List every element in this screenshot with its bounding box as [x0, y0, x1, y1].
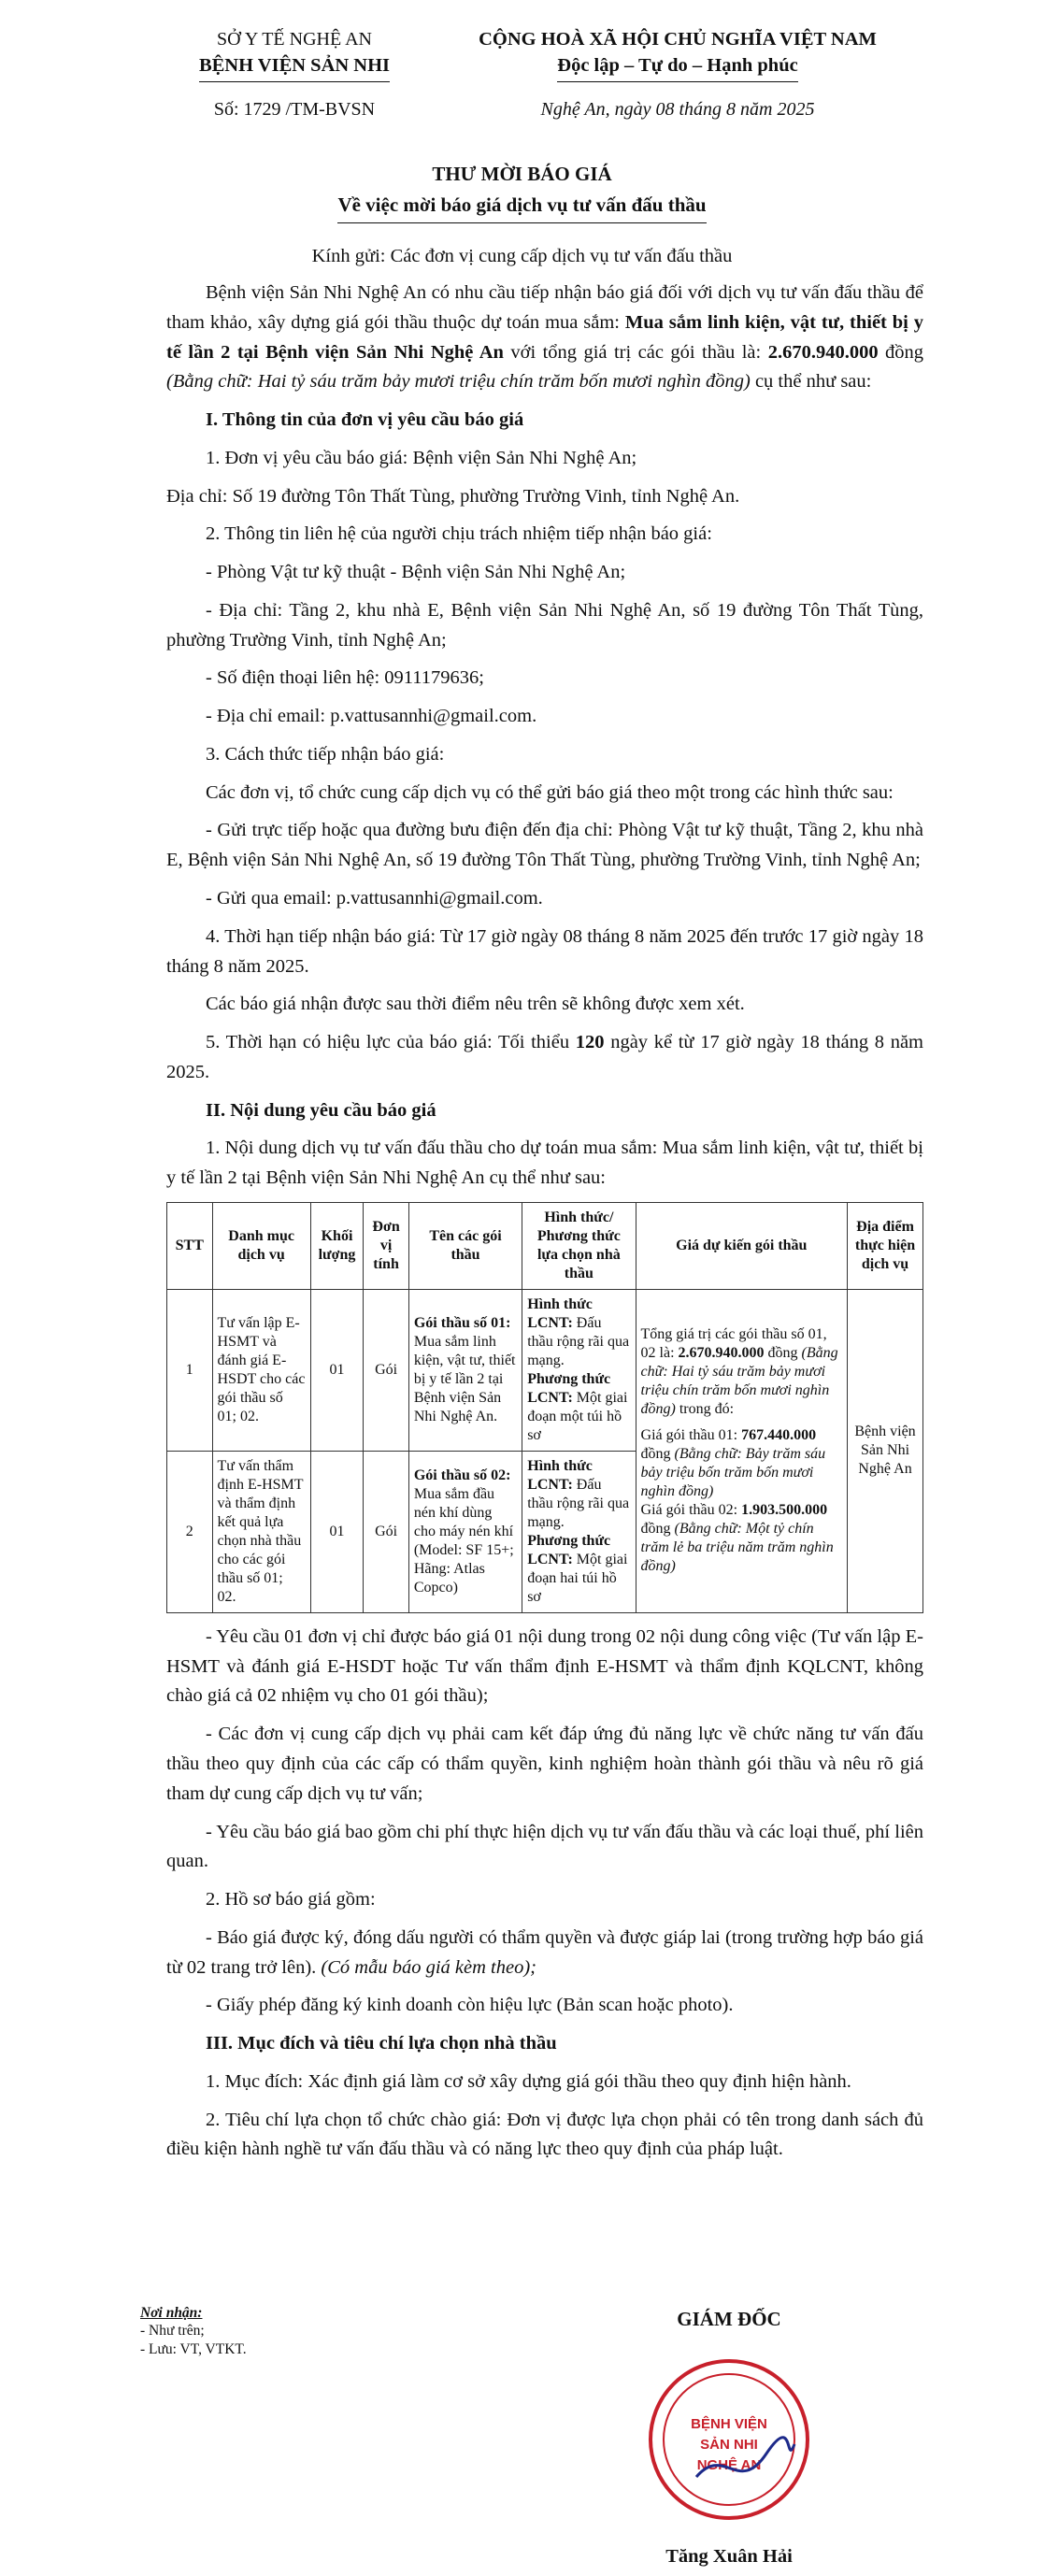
table-header-row: [167, 1202, 923, 1289]
bid-table: [166, 1202, 923, 1613]
document-date: Nghệ An, ngày 08 tháng 8 năm 2025: [540, 99, 815, 120]
contact-address: - Địa chỉ: Tầng 2, khu nhà E, Bệnh viện Sản Nhi Nghệ An, số 19 đường Tôn Thất Tùng, phường Trường Vinh, tỉnh Nghệ An;: [166, 599, 923, 651]
purpose-line: 1. Mục đích: Xác định giá làm cơ sở xây dựng giá gói thầu theo quy định hiện hành.: [206, 2070, 851, 2092]
requirement-costs: - Yêu cầu báo giá bao gồm chi phí thực hiện dịch vụ tư vấn đấu thầu và các loại thuế, phí liên quan.: [166, 1821, 923, 1872]
intro-paragraph: Bệnh viện Sản Nhi Nghệ An có nhu cầu tiếp nhận báo giá đối với dịch vụ tư vấn đấu thầu để tham khảo, xây dựng giá gói thầu thuộc dự toán mua sắm: Mua sắm linh kiện, vật tư, thiết bị y tế lần 2 tại Bệnh viện Sản Nhi Nghệ An với tổng giá trị các gói thầu là: 2.670.940.000 đồng (Bằng chữ: Hai tỷ sáu trăm bảy mươi triệu chín trăm bốn mươi nghìn đồng) cụ thể như sau:: [166, 282, 924, 393]
title-block: [0, 159, 1044, 272]
document-number: Số: 1729 /TM-BVSN: [213, 99, 376, 120]
dossier-business-license: - Giấy phép đăng ký kinh doanh còn hiệu lực (Bản scan hoặc photo).: [206, 1995, 734, 2016]
signature-block: [140, 2304, 907, 2567]
col-stt: STT: [167, 1202, 213, 1289]
col-service: Danh mục dịch vụ: [212, 1202, 310, 1289]
contact-department: - Phòng Vật tư kỹ thuật - Bệnh viện Sản Nhi Nghệ An;: [206, 562, 626, 583]
col-location: Địa điểm thực hiện dịch vụ: [848, 1202, 923, 1289]
table-row: 1 Tư vấn lập E-HSMT và đánh giá E-HSDT cho các gói thầu số 01; 02. 01 Gói Gói thầu số 01: Mua sắm linh kiện, vật tư, thiết bị y tế lần 2 tại Bệnh viện Sản Nhi Nghệ An. Hình thức LCNT: Đấu thầu rộng rãi qua mạng. Phương thức LCNT: Một giai đoạn một túi hồ sơ Tổng giá trị các gói thầu số 01, 02 là: 2.670.940.000 đồng (Bằng chữ: Hai tỷ sáu trăm bảy mươi triệu chín trăm bốn mươi nghìn đồng) trong đó: Giá gói thầu 01: 767.440.000 đồng (Bằng chữ: Bảy trăm sáu bảy triệu bốn trăm bốn mươi nghìn đồng) Giá gói thầu 02: 1.903.500.000 đồng (Bằng chữ: Một tỷ chín trăm lẻ ba triệu năm trăm nghìn đồng) Bệnh viện Sản Nhi Nghệ An: [167, 1289, 923, 1451]
section-3-heading: III. Mục đích và tiêu chí lựa chọn nhà thầu: [206, 2033, 557, 2054]
location-cell: Bệnh viện Sản Nhi Nghệ An: [848, 1289, 923, 1612]
signer-name: Tăng Xuân Hải: [665, 2546, 793, 2567]
svg-text:SẢN NHI: SẢN NHI: [700, 2437, 758, 2453]
contact-heading: 2. Thông tin liên hệ của người chịu trách nhiệm tiếp nhận báo giá:: [206, 523, 712, 545]
col-package: Tên các gói thầu: [408, 1202, 522, 1289]
issuer-header: [140, 26, 449, 124]
contact-email[interactable]: - Địa chỉ email: p.vattusannhi@gmail.com.: [206, 706, 537, 727]
document-title: THƯ MỜI BÁO GIÁ: [432, 163, 612, 185]
submission-method-intro: Các đơn vị, tổ chức cung cấp dịch vụ có thể gửi báo giá theo một trong các hình thức sau:: [206, 781, 894, 803]
requester-line: 1. Đơn vị yêu cầu báo giá: Bệnh viện Sản Nhi Nghệ An;: [206, 447, 637, 468]
submission-deadline: 4. Thời hạn tiếp nhận báo giá: Từ 17 giờ ngày 08 tháng 8 năm 2025 đến trước 17 giờ ngày 18 tháng 8 năm 2025.: [166, 925, 923, 977]
submission-email[interactable]: - Gửi qua email: p.vattusannhi@gmail.com.: [206, 888, 543, 909]
signer-position: GIÁM ĐỐC: [677, 2308, 781, 2330]
col-quantity: Khối lượng: [310, 1202, 364, 1289]
requirement-commitment: - Các đơn vị cung cấp dịch vụ phải cam kết đáp ứng đủ năng lực về chức năng tư vấn đấu thầu theo quy định của các cấp có thẩm quyền, kinh nghiệm hoàn thành gói thầu và nêu rõ giá tham dự cung cấp dịch vụ tư vấn;: [166, 1724, 923, 1804]
hospital-name: BỆNH VIỆN SẢN NHI: [199, 52, 390, 82]
recipients-heading: Nơi nhận:: [140, 2305, 203, 2321]
svg-text:BỆNH VIỆN: BỆNH VIỆN: [691, 2416, 767, 2432]
letter-body: [166, 279, 923, 2173]
criteria-line: 2. Tiêu chí lựa chọn tổ chức chào giá: Đơn vị được lựa chọn phải có tên trong danh sách đủ điều kiện hành nghề tư vấn đấu thầu và có năng lực theo quy định của pháp luật.: [166, 2109, 923, 2160]
requester-address: Địa chỉ: Số 19 đường Tôn Thất Tùng, phường Trường Vinh, tỉnh Nghệ An.: [166, 485, 740, 507]
recipient-item: - Như trên;: [140, 2323, 205, 2340]
col-method: Hình thức/ Phương thức lựa chọn nhà thầu: [522, 1202, 636, 1289]
svg-text:NGHỆ AN: NGHỆ AN: [696, 2457, 762, 2473]
price-cell: Tổng giá trị các gói thầu số 01, 02 là: 2.670.940.000 đồng (Bằng chữ: Hai tỷ sáu trăm bảy mươi triệu chín trăm bốn mươi nghìn đồng) trong đó: Giá gói thầu 01: 767.440.000 đồng (Bằng chữ: Bảy trăm sáu bảy triệu bốn trăm bốn mươi nghìn đồng) Giá gói thầu 02: 1.903.500.000 đồng (Bằng chữ: Một tỷ chín trăm lẻ ba triệu năm trăm nghìn đồng): [636, 1289, 848, 1612]
official-seal-icon: [645, 2355, 813, 2524]
dossier-heading: 2. Hồ sơ báo giá gồm:: [206, 1889, 376, 1911]
col-unit: Đơn vị tính: [364, 1202, 409, 1289]
section-1-heading: I. Thông tin của đơn vị yêu cầu báo giá: [206, 409, 524, 431]
validity-period: 5. Thời hạn có hiệu lực của báo giá: Tối thiểu 120 ngày kể từ 17 giờ ngày 18 tháng 8 năm 2025.: [166, 1032, 923, 1082]
national-title: CỘNG HOÀ XÃ HỘI CHỦ NGHĨA VIỆT NAM: [479, 29, 877, 50]
section-2-heading: II. Nội dung yêu cầu báo giá: [206, 1099, 436, 1121]
dossier-signed-quote: - Báo giá được ký, đóng dấu người có thẩm quyền và được giáp lai (trong trường hợp báo giá từ 02 trang trở lên). (Có mẫu báo giá kèm theo);: [166, 1926, 923, 1978]
salutation: Kính gửi: Các đơn vị cung cấp dịch vụ tư vấn đấu thầu: [311, 246, 733, 267]
contact-phone: - Số điện thoại liên hệ: 0911179636;: [206, 667, 484, 689]
document-subtitle: Về việc mời báo giá dịch vụ tư vấn đấu thầu: [337, 190, 706, 224]
recipient-item: - Lưu: VT, VTKT.: [140, 2340, 247, 2357]
col-price: Giá dự kiến gói thầu: [636, 1202, 848, 1289]
table-row: 2 Tư vấn thẩm định E-HSMT và thẩm định kết quả lựa chọn nhà thầu cho các gói thầu số 01; 02. 01 Gói Gói thầu số 02: Mua sắm đầu nén khí dùng cho máy nén khí (Model: SF 15+; Hãng: Atlas Copco) Hình thức LCNT: Đấu thầu rộng rãi qua mạng. Phương thức LCNT: Một giai đoạn hai túi hồ sơ: [167, 1451, 923, 1612]
submission-direct: - Gửi trực tiếp hoặc qua đường bưu điện đến địa chỉ: Phòng Vật tư kỹ thuật, Tầng 2, khu nhà E, Bệnh viện Sản Nhi Nghệ An, số 19 đường Tôn Thất Tùng, phường Trường Vinh, tỉnh Nghệ An;: [166, 820, 923, 871]
requirement-one-content: - Yêu cầu 01 đơn vị chỉ được báo giá 01 nội dung trong 02 nội dung công việc (Tư vấn lập E-HSMT và đánh giá E-HSDT hoặc Tư vấn thẩm định E-HSMT và thẩm định KQLCNT, không chào giá cả 02 nhiệm vụ cho 01 gói thầu);: [166, 1625, 923, 1707]
department-name: SỞ Y TẾ NGHỆ AN: [217, 29, 372, 50]
service-scope: 1. Nội dung dịch vụ tư vấn đấu thầu cho dự toán mua sắm: Mua sắm linh kiện, vật tư, thiết bị y tế lần 2 tại Bệnh viện Sản Nhi Nghệ An cụ thể như sau:: [166, 1138, 923, 1189]
late-submission-note: Các báo giá nhận được sau thời điểm nêu trên sẽ không được xem xét.: [206, 994, 745, 1015]
submission-method-heading: 3. Cách thức tiếp nhận báo giá:: [206, 743, 445, 765]
national-motto: Độc lập – Tự do – Hạnh phúc: [557, 52, 797, 82]
national-header: [416, 26, 939, 124]
